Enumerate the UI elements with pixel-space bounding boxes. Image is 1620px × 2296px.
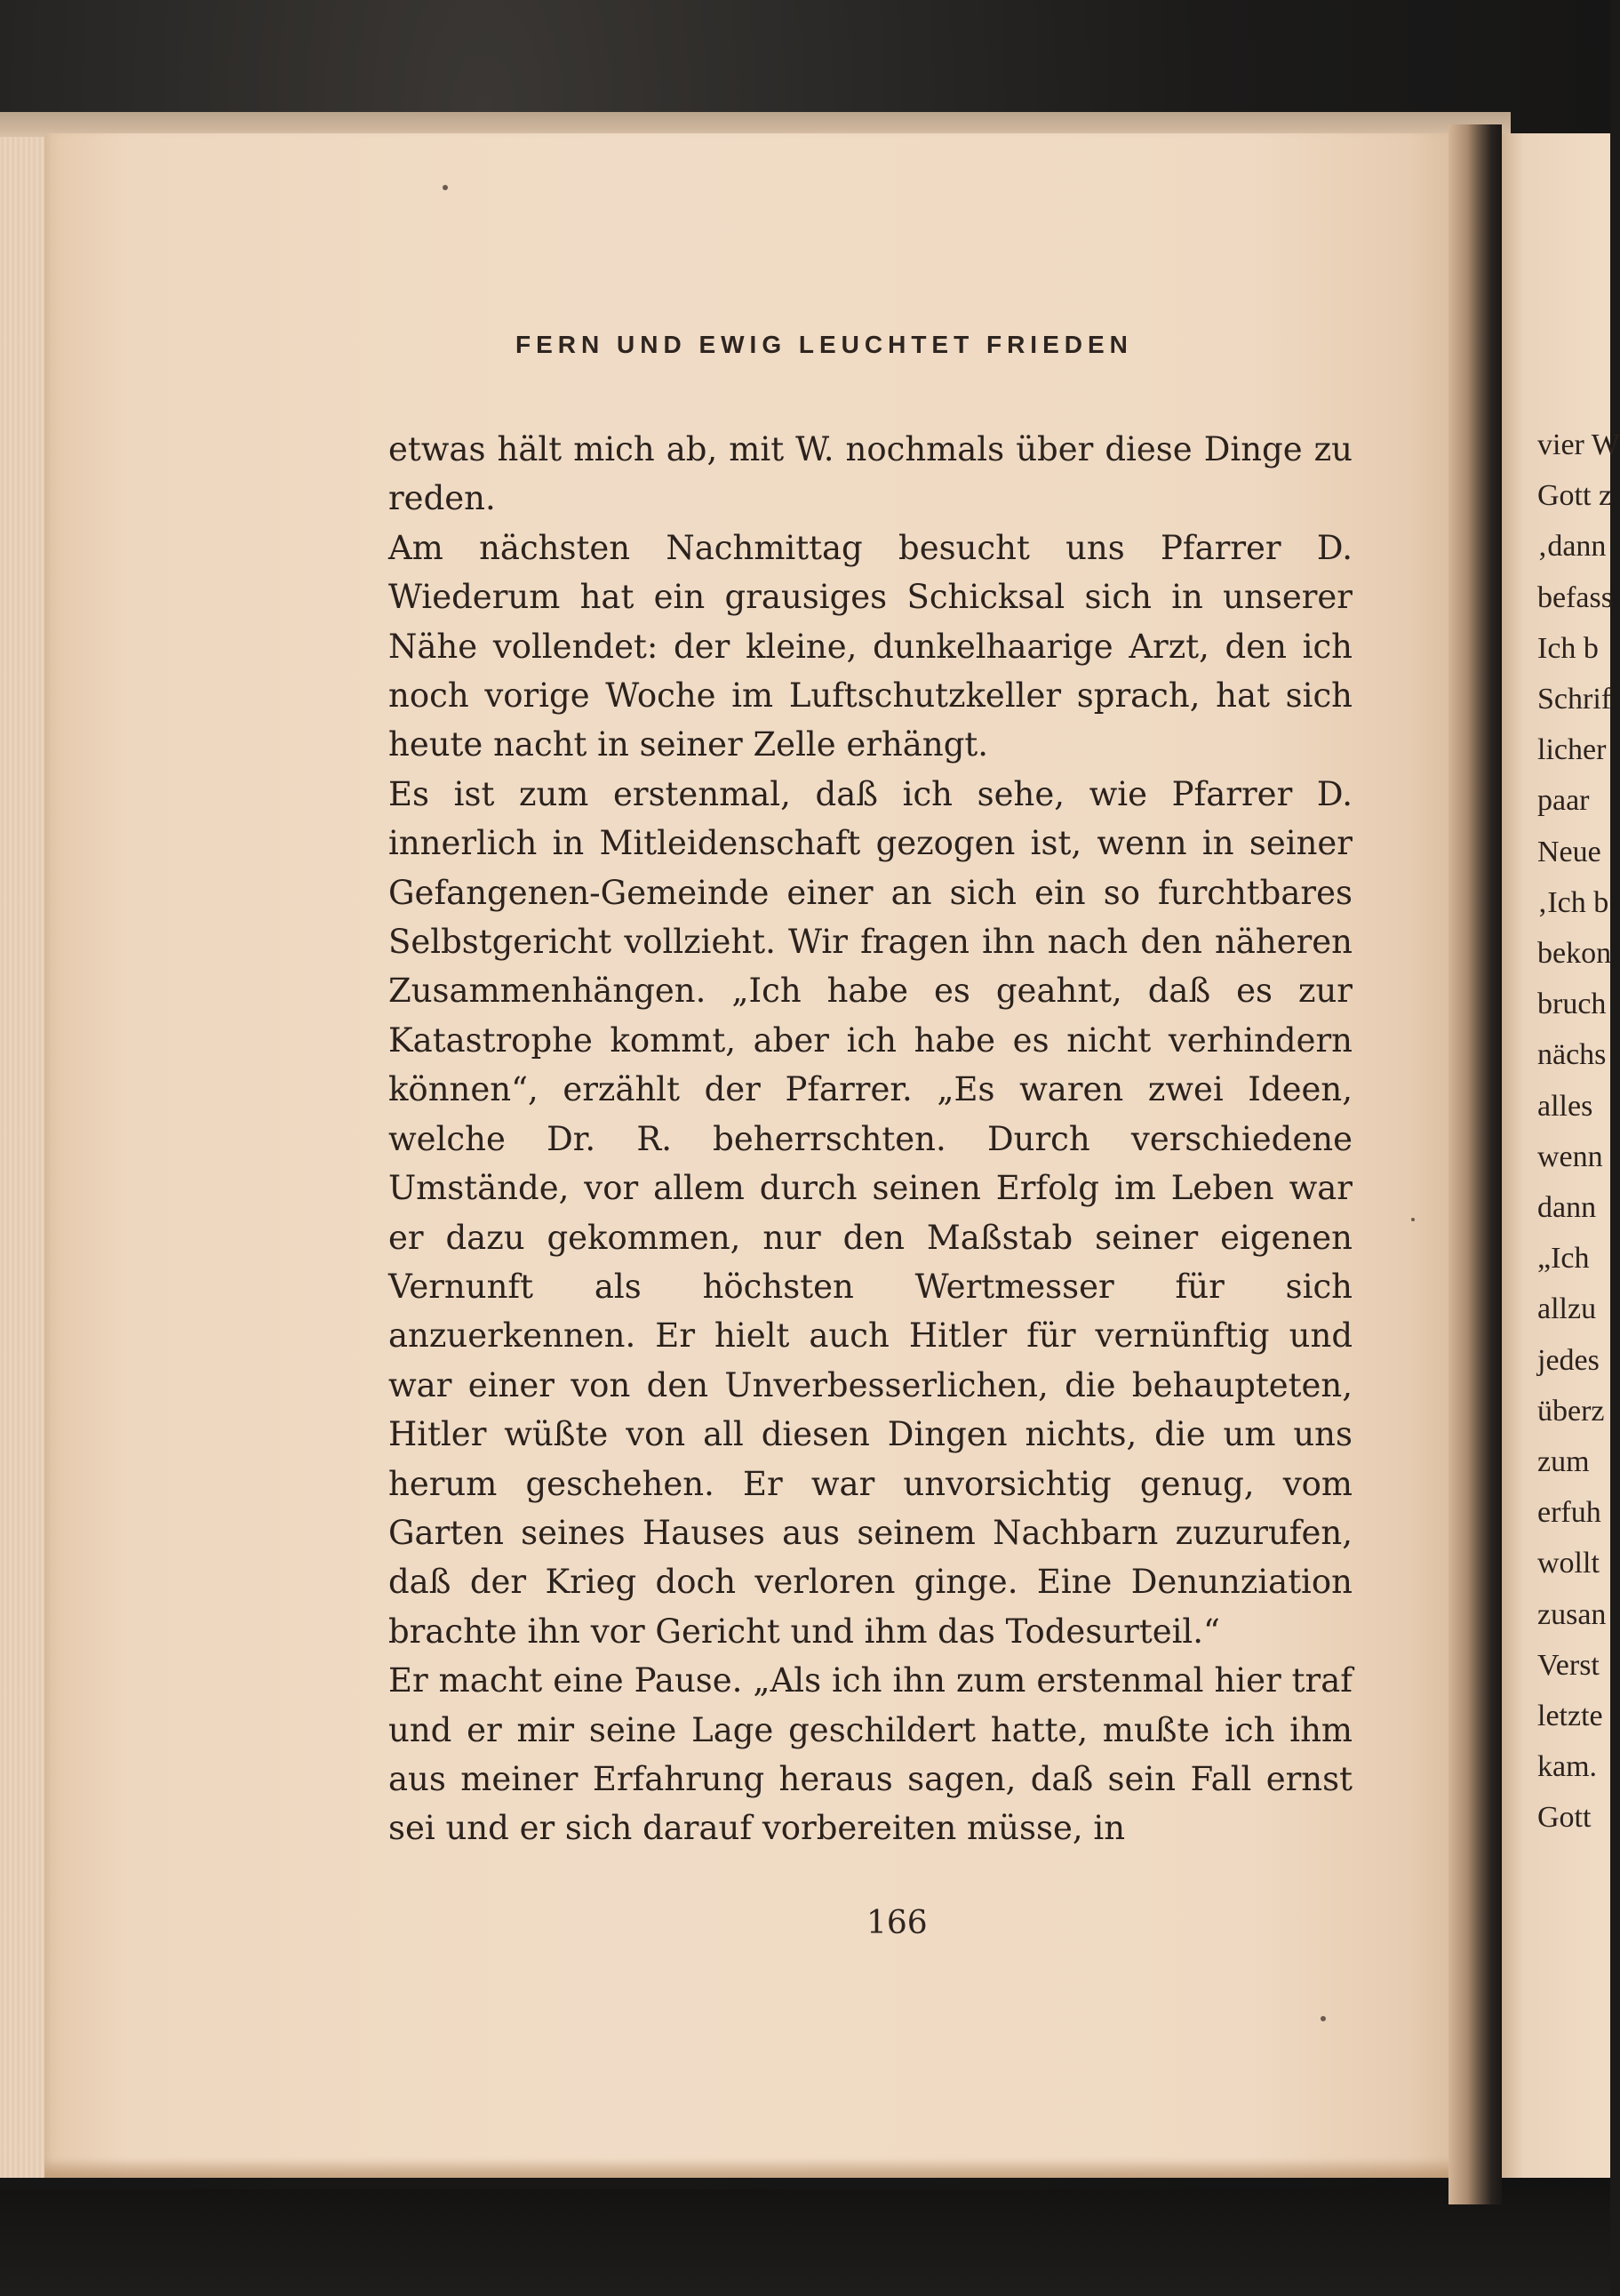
right-page-line: befass: [1537, 580, 1613, 614]
right-page-line: letzte: [1537, 1700, 1603, 1733]
paragraph: Es ist zum erstenmal, daß ich sehe, wie Pfarrer D. innerlich in Mitleidenschaft gezogen ist, wenn in seiner Gefangenen-Gemeinde einer an sich ein so furchtbares Selbstgericht vollzieht. Wir fragen ihn nach den näheren Zusammenhängen. „Ich habe es geahnt, daß es zur Katastrophe kommt, aber ich habe es nicht verhindern können“, erzählt der Pfarrer. „Es waren zwei Ideen, welche Dr. R. beherrschten. Durch verschiedene Umstände, vor allem durch seinen Erfolg im Leben war er dazu gekommen, nur den Maßstab seiner eigenen Vernunft als höchsten Wertmesser für sich anzuerkennen. Er hielt auch Hitler für vernünftig und war einer von den Unverbesserlichen, die behaupteten, Hitler wüßte von all diesen Dingen nichts, die um uns herum geschehen. Er war unvorsichtig genug, vom Garten seines Hauses aus seinem Nachbarn zuzurufen, daß der Krieg doch verloren ginge. Eine Denunziation brachte ihn vor Gericht und ihm das Todesurteil.“: [388, 774, 1353, 1651]
right-page-line: licher: [1537, 733, 1607, 767]
right-page-line: dann: [1537, 1191, 1597, 1225]
right-page-line: vier W: [1537, 428, 1620, 461]
paper-speck: [1321, 2016, 1326, 2021]
paragraph: Am nächsten Nachmittag besucht uns Pfarrer D. Wiederum hat ein grausiges Schicksal sich in unserer Nähe vollendet: der kleine, dunkelhaarige Arzt, den ich noch vorige Woche im Luftschutzkeller sprach, hat sich heute nacht in seiner Zelle erhängt.: [388, 528, 1353, 764]
running-head: FERN UND EWIG LEUCHTET FRIEDEN: [515, 331, 1133, 358]
right-page-line: alles: [1537, 1089, 1593, 1123]
right-page-line: allzu: [1537, 1292, 1597, 1326]
paper-speck: [443, 185, 448, 190]
right-page-line: kam.: [1537, 1750, 1598, 1784]
right-page-line: Gott z: [1537, 479, 1613, 513]
table-surface: [0, 2189, 1610, 2296]
right-page-line: wollt: [1537, 1547, 1600, 1580]
right-page-line: Neue: [1537, 835, 1601, 868]
right-page-text: [1537, 420, 1620, 1844]
right-page-line: zusan: [1537, 1597, 1607, 1631]
right-page-line: nächs: [1537, 1038, 1607, 1072]
page-number: 166: [866, 1905, 928, 1941]
right-page-line: ‚dann: [1537, 530, 1607, 564]
right-page-line: jedes: [1537, 1343, 1600, 1377]
paper-speck: [1411, 1218, 1415, 1221]
book-gutter: [1448, 124, 1502, 2204]
paragraph: Er macht eine Pause. „Als ich ihn zum erstenmal hier traf und er mir seine Lage geschildert hatte, mußte ich ihm aus meiner Erfahrung heraus sagen, daß sein Fall ernst sei und er sich darauf vorbereiten müsse, in: [388, 1661, 1353, 1848]
right-page-line: paar: [1537, 784, 1590, 818]
paragraph: etwas hält mich ab, mit W. nochmals über diese Dinge zu reden.: [388, 430, 1353, 518]
right-page-line: bruch: [1537, 988, 1607, 1021]
right-page-line: Ich b: [1537, 631, 1599, 665]
right-page-line: Gott: [1537, 1801, 1592, 1835]
right-page-line: wenn: [1537, 1140, 1603, 1173]
right-page-line: Schrif: [1537, 683, 1612, 716]
right-page-line: bekon: [1537, 937, 1612, 971]
right-page-line: Verst: [1537, 1648, 1600, 1682]
right-page-line: zum: [1537, 1445, 1590, 1479]
right-page-line: ‚Ich b: [1537, 885, 1609, 919]
right-page-line: „Ich: [1537, 1242, 1590, 1276]
right-page-line: überz: [1537, 1394, 1605, 1428]
body-text: [388, 425, 1353, 1853]
right-page-line: erfuh: [1537, 1496, 1601, 1530]
